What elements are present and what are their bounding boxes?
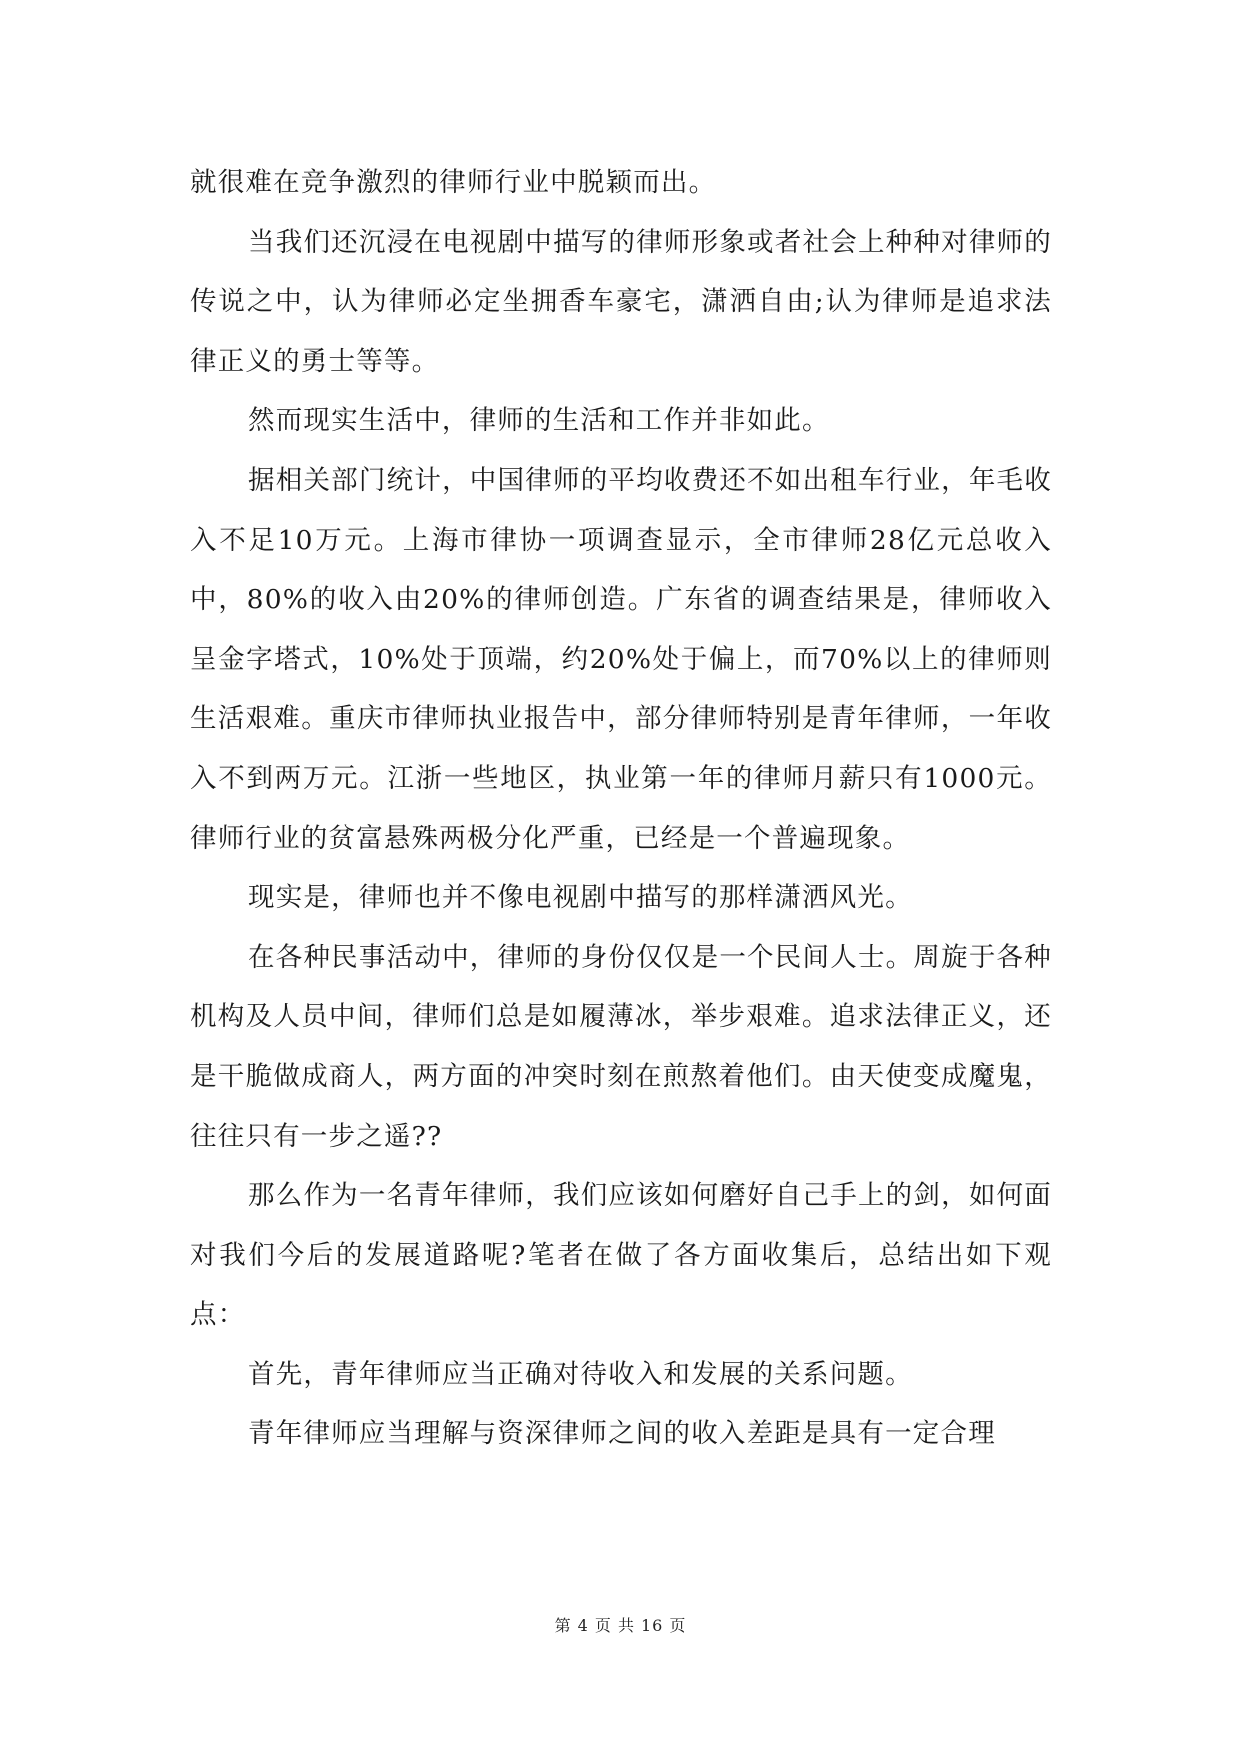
paragraph-not-glamorous: 现实是，律师也并不像电视剧中描写的那样潇洒风光。 xyxy=(248,882,913,914)
footer-middle: 页 共 xyxy=(594,1616,635,1635)
footer-suffix: 页 xyxy=(669,1616,687,1635)
paragraph-continuation: 就很难在竞争激烈的律师行业中脱颖而出。 xyxy=(190,167,717,198)
paragraph-reality: 然而现实生活中，律师的生活和工作并非如此。 xyxy=(248,405,830,437)
paragraph-question: 那么作为一名青年律师，我们应该如何磨好自己手上的剑，如何面对我们今后的发展道路呢?笔者在做了各方面收集后，总结出如下观点： xyxy=(190,1180,1052,1331)
paragraph-lawyer-image: 当我们还沉浸在电视剧中描写的律师形象或者社会上种种对律师的传说之中，认为律师必定坐拥香车豪宅，潇洒自由;认为律师是追求法律正义的勇士等等。 xyxy=(190,226,1052,377)
footer-current-page: 4 xyxy=(577,1616,589,1635)
page-footer xyxy=(0,1613,1241,1636)
paragraph-first-point: 首先，青年律师应当正确对待收入和发展的关系问题。 xyxy=(248,1358,913,1390)
footer-total-pages: 16 xyxy=(640,1616,664,1635)
paragraph-civil-activities: 在各种民事活动中，律师的身份仅仅是一个民间人士。周旋于各种机构及人员中间，律师们总是如履薄冰，举步艰难。追求法律正义，还是干脆做成商人，两方面的冲突时刻在煎熬着他们。由天使变成魔鬼，往往只有一步之遥?? xyxy=(190,941,1052,1152)
document-body xyxy=(190,153,1052,1464)
footer-prefix: 第 xyxy=(554,1616,572,1635)
paragraph-income-statistics: 据相关部门统计，中国律师的平均收费还不如出租车行业，年毛收入不足10万元。上海市律协一项调查显示，全市律师28亿元总收入中，80%的收入由20%的律师创造。广东省的调查结果是，律师收入呈金字塔式，10%处于顶端，约20%处于偏上，而70%以上的律师则生活艰难。重庆市律师执业报告中，部分律师特别是青年律师，一年收入不到两万元。江浙一些地区，执业第一年的律师月薪只有1000元。律师行业的贫富悬殊两极分化严重，已经是一个普遍现象。 xyxy=(190,464,1052,854)
paragraph-income-gap: 青年律师应当理解与资深律师之间的收入差距是具有一定合理 xyxy=(248,1418,996,1450)
